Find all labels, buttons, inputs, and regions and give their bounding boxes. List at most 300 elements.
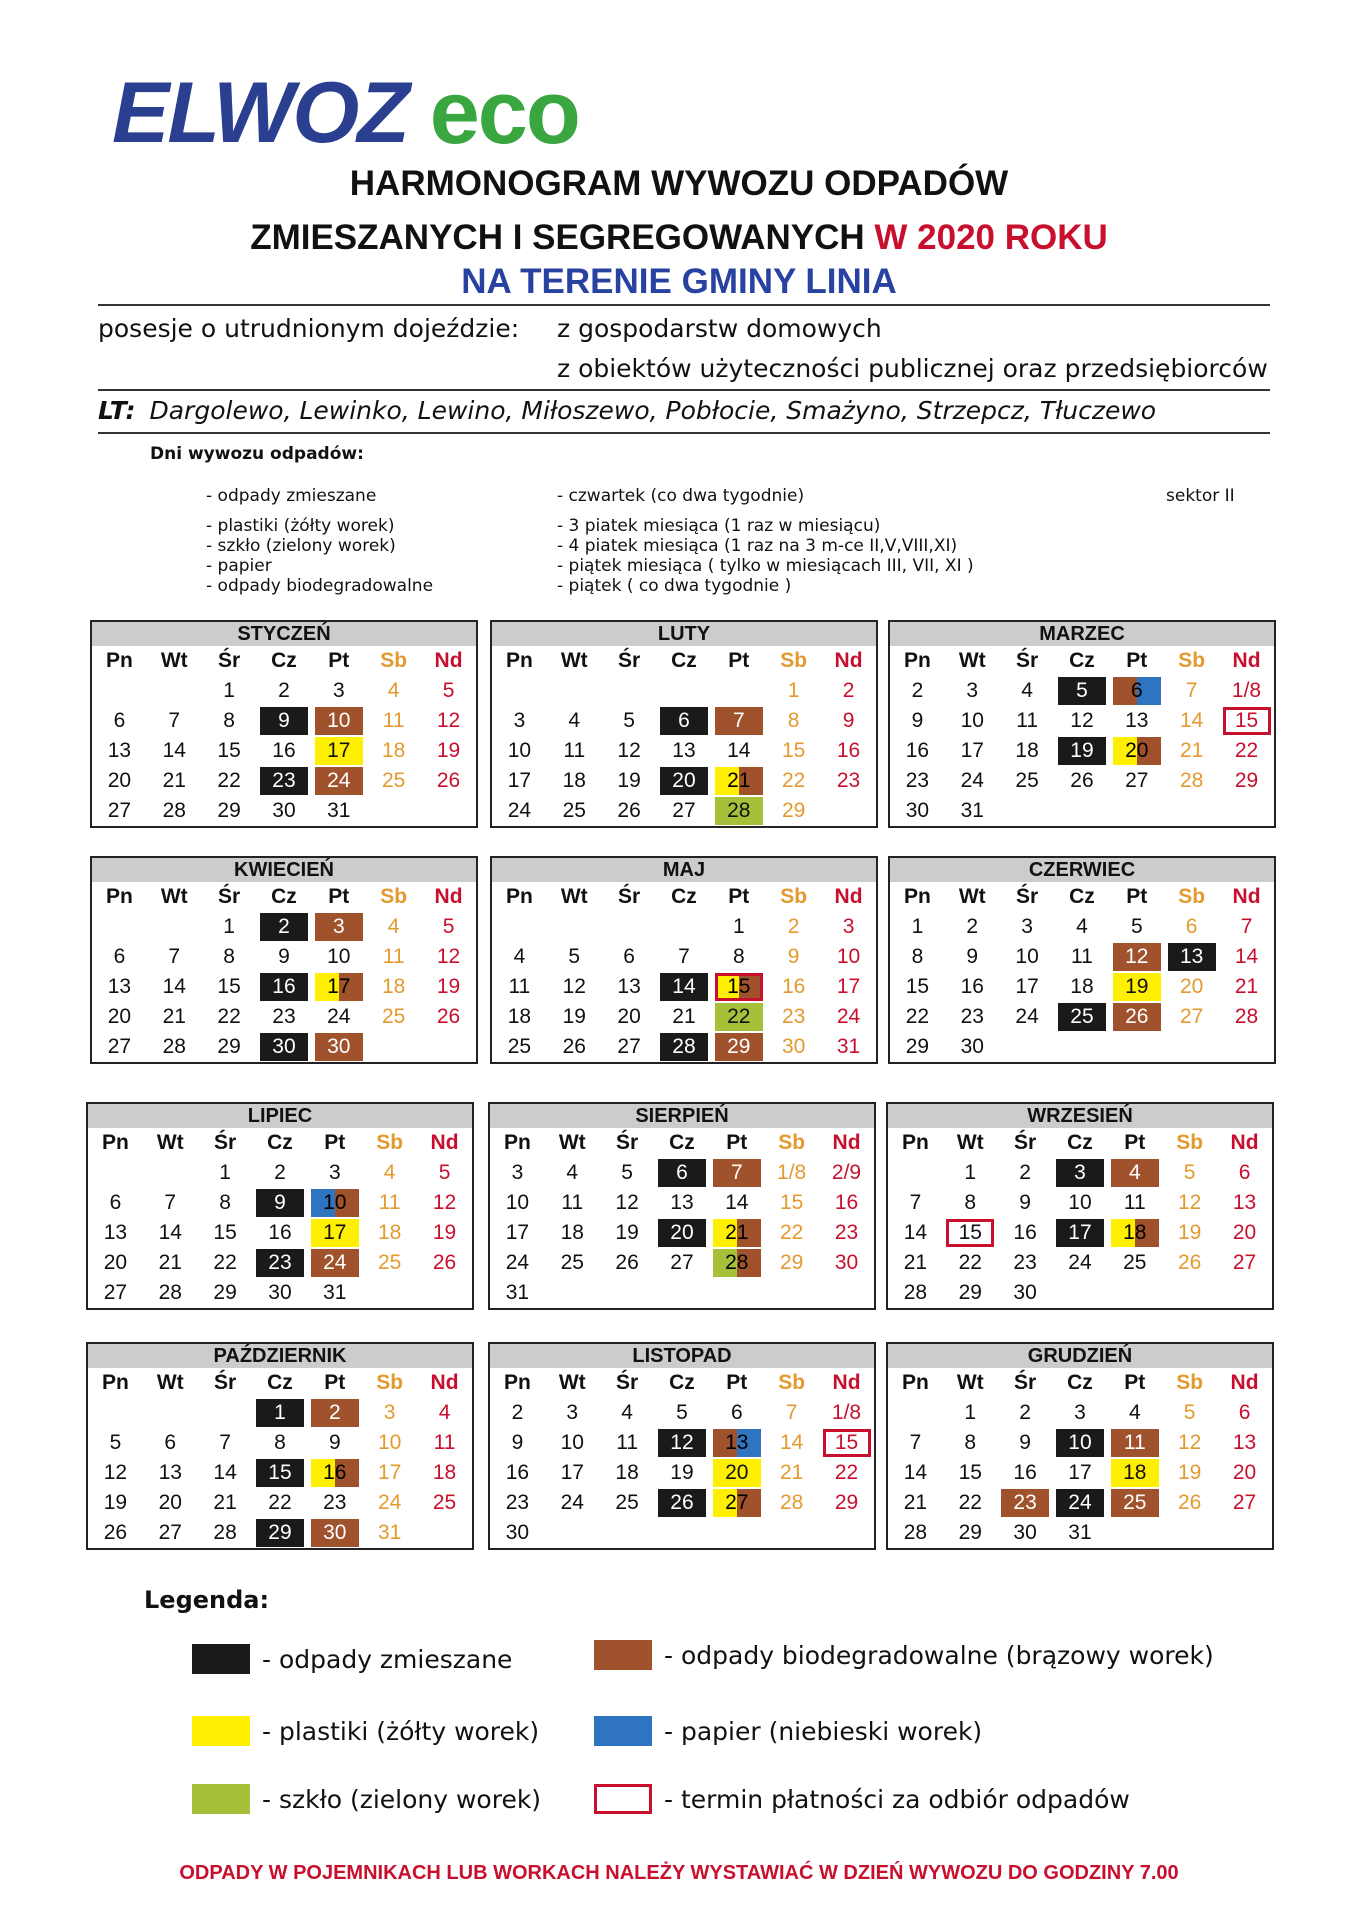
day-cell — [1109, 676, 1164, 706]
month-calendar — [888, 856, 1276, 1064]
title-line1: HARMONOGRAM WYWOZU ODPADÓW — [349, 164, 1009, 203]
day-cell — [709, 1488, 764, 1518]
day-cell: 10 — [1068, 1191, 1092, 1214]
day-cell — [147, 912, 202, 942]
highlighted-day: 7 — [715, 707, 763, 735]
day-cell — [1107, 1158, 1162, 1188]
day-cell: 16 — [834, 1191, 859, 1214]
swatch-blue — [594, 1716, 652, 1746]
day-cell — [307, 1248, 362, 1278]
day-cell: 7 — [785, 1401, 798, 1424]
legend-paper-label: - papier (niebieski worek) — [664, 1716, 983, 1746]
weekday-header: Cz — [271, 885, 297, 908]
day-cell — [366, 796, 421, 826]
weekday-header: Pt — [324, 1371, 346, 1394]
day-cell: 30 — [268, 1281, 292, 1304]
day-cell: 2 — [911, 679, 924, 702]
day-cell: 7 — [1185, 679, 1198, 702]
day-cell — [1109, 736, 1164, 766]
day-cell — [821, 796, 876, 826]
day-cell: 22 — [217, 769, 241, 792]
day-cell: 22 — [213, 1251, 237, 1274]
day-cell — [602, 676, 657, 706]
day-cell — [1107, 1518, 1162, 1548]
day-cell: 21 — [779, 1461, 804, 1484]
weekday-header: Pt — [728, 885, 750, 908]
weekday-header: Sb — [778, 1131, 806, 1154]
day-cell: 26 — [562, 1035, 586, 1058]
posesje-source-2: z obiektów użyteczności publicznej oraz przedsiębiorców — [557, 354, 1268, 383]
day-cell: 25 — [1015, 769, 1039, 792]
month-calendar — [86, 1342, 474, 1550]
waste-types — [206, 486, 433, 596]
day-cell: 24 — [1015, 1005, 1039, 1028]
day-cell: 1/8 — [777, 1161, 807, 1184]
weekday-header: Pn — [106, 885, 133, 908]
weekday-header: Cz — [1067, 1131, 1093, 1154]
day-cell: 4 — [1128, 1401, 1141, 1424]
split-day: 27 — [713, 1489, 761, 1517]
day-cell: 17 — [560, 1461, 584, 1484]
day-cell: 5 — [442, 915, 455, 938]
day-cell: 2 — [274, 1161, 286, 1184]
month-name: STYCZEŃ — [92, 620, 476, 646]
month-name: SIERPIEŃ — [490, 1102, 874, 1128]
day-cell: 3 — [511, 1161, 524, 1184]
day-cell: 29 — [905, 1035, 930, 1058]
split-day: 18 — [1111, 1219, 1159, 1247]
weekday-header: Nd — [434, 885, 463, 908]
legend-payment-label: - termin płatności za odbiór odpadów — [664, 1784, 1130, 1814]
day-cell: 12 — [1177, 1431, 1202, 1454]
highlighted-day: 17 — [1056, 1219, 1104, 1247]
legend-glass-label: - szkło (zielony worek) — [262, 1784, 542, 1814]
day-cell: 7 — [164, 1191, 177, 1214]
day-cell — [143, 1158, 198, 1188]
day-cell — [307, 1398, 362, 1428]
day-cell — [366, 1032, 421, 1062]
day-cell — [307, 1188, 362, 1218]
day-cell: 23 — [505, 1491, 530, 1514]
day-cell — [1164, 796, 1219, 826]
highlighted-day: 6 — [658, 1159, 706, 1187]
day-cell — [1055, 796, 1110, 826]
day-cell: 27 — [617, 1035, 641, 1058]
swatch-brown — [594, 1640, 652, 1670]
day-cell: 9 — [278, 945, 290, 968]
day-cell: 14 — [903, 1461, 928, 1484]
day-cell — [92, 676, 147, 706]
day-cell — [1107, 1428, 1162, 1458]
day-cell: 2/9 — [831, 1161, 862, 1184]
day-cell: 30 — [834, 1251, 859, 1274]
highlighted-day: 13 — [1168, 943, 1216, 971]
day-cell: 16 — [272, 739, 296, 762]
day-cell: 14 — [727, 739, 751, 762]
weekday-header: Śr — [616, 1371, 639, 1394]
split-day: 20 — [1113, 737, 1161, 765]
day-cell: 16 — [505, 1461, 530, 1484]
day-cell: 2 — [511, 1401, 524, 1424]
weekday-header: Cz — [267, 1131, 293, 1154]
day-cell: 1 — [219, 1161, 231, 1184]
day-cell: 3 — [566, 1401, 579, 1424]
day-cell: 29 — [958, 1521, 982, 1544]
day-cell — [1219, 706, 1274, 736]
weekday-header: Wt — [558, 1131, 586, 1154]
day-cell — [655, 1158, 710, 1188]
day-cell: 5 — [568, 945, 581, 968]
day-cell: 16 — [268, 1221, 292, 1244]
day-cell: 12 — [562, 975, 586, 998]
day-cell: 18 — [381, 975, 406, 998]
day-cell: 29 — [217, 1035, 241, 1058]
highlighted-day: 26 — [1113, 1003, 1161, 1031]
highlighted-day: 11 — [1111, 1429, 1159, 1457]
day-cell: 17 — [505, 1221, 530, 1244]
day-cell: 2 — [842, 679, 855, 702]
legend-mixed — [192, 1644, 512, 1674]
weekday-header: Cz — [671, 649, 697, 672]
divider — [98, 432, 1270, 434]
day-cell: 25 — [381, 769, 406, 792]
weekday-header: Cz — [669, 1131, 695, 1154]
day-cell: 1 — [787, 679, 800, 702]
day-cell: 16 — [1013, 1221, 1037, 1244]
split-day: 28 — [713, 1249, 761, 1277]
day-cell: 9 — [511, 1431, 524, 1454]
weekday-header: Pt — [1126, 885, 1148, 908]
month-name: PAŹDZIERNIK — [88, 1342, 472, 1368]
month-name: MAJ — [492, 856, 876, 882]
day-cell: 4 — [438, 1401, 451, 1424]
day-cell: 23 — [905, 769, 930, 792]
day-cell: 4 — [513, 945, 526, 968]
month-name: WRZESIEŃ — [888, 1102, 1272, 1128]
day-cell: 21 — [162, 769, 186, 792]
month-calendar — [488, 1342, 876, 1550]
day-cell: 2 — [966, 915, 979, 938]
day-cell: 9 — [1019, 1191, 1031, 1214]
day-cell: 10 — [836, 945, 861, 968]
highlighted-day: 23 — [260, 767, 308, 795]
highlighted-day: 20 — [660, 767, 708, 795]
weekday-header: Wt — [958, 649, 986, 672]
day-cell: 7 — [909, 1191, 922, 1214]
day-cell: 8 — [274, 1431, 286, 1454]
day-cell — [1109, 1032, 1164, 1062]
day-cell: 3 — [1074, 1401, 1086, 1424]
day-cell: 4 — [383, 1161, 396, 1184]
day-cell: 3 — [513, 709, 526, 732]
day-cell: 6 — [1238, 1401, 1251, 1424]
weekday-header: Śr — [1014, 1131, 1037, 1154]
day-cell: 10 — [960, 709, 984, 732]
month-calendar — [90, 856, 478, 1064]
day-cell — [311, 972, 366, 1002]
day-cell — [709, 1458, 764, 1488]
month-calendar — [490, 856, 878, 1064]
legend-mixed-label: - odpady zmieszane — [262, 1644, 513, 1674]
day-cell: 8 — [911, 945, 924, 968]
day-cell: 13 — [1125, 709, 1149, 732]
day-cell: 11 — [508, 975, 531, 998]
highlighted-day: 24 — [311, 1249, 359, 1277]
day-cell: 25 — [560, 1251, 584, 1274]
day-cell: 9 — [1019, 1431, 1031, 1454]
weekday-header: Sb — [780, 649, 808, 672]
day-cell — [655, 1218, 710, 1248]
highlighted-day: 10 — [315, 707, 363, 735]
day-cell — [819, 1278, 874, 1308]
day-cell: 17 — [1068, 1461, 1092, 1484]
highlighted-day: 23 — [256, 1249, 304, 1277]
highlighted-day: 24 — [1056, 1489, 1104, 1517]
day-cell — [711, 972, 766, 1002]
day-cell: 27 — [1232, 1251, 1257, 1274]
day-cell: 6 — [623, 945, 635, 968]
weekday-header: Sb — [380, 885, 408, 908]
day-cell: 31 — [1068, 1521, 1092, 1544]
day-cell: 20 — [103, 1251, 128, 1274]
day-cell: 10 — [1015, 945, 1039, 968]
weekday-header: Pt — [1126, 649, 1148, 672]
day-cell — [307, 1218, 362, 1248]
day-cell: 8 — [223, 945, 235, 968]
weekday-header: Pt — [324, 1131, 346, 1154]
legend-paper — [594, 1716, 982, 1746]
highlighted-day: 29 — [715, 1033, 763, 1061]
day-cell: 23 — [781, 1005, 806, 1028]
day-cell — [1164, 942, 1219, 972]
split-day: 10 — [311, 1189, 359, 1217]
day-cell: 24 — [1068, 1251, 1092, 1274]
day-cell: 23 — [960, 1005, 984, 1028]
day-cell: 28 — [158, 1281, 182, 1304]
day-cell: 12 — [615, 1191, 639, 1214]
month-calendar — [886, 1102, 1274, 1310]
day-cell: 17 — [507, 769, 532, 792]
highlighted-day: 18 — [1111, 1459, 1159, 1487]
day-cell — [547, 676, 602, 706]
day-cell: 20 — [617, 1005, 641, 1028]
day-cell — [253, 1248, 308, 1278]
day-cell: 11 — [616, 1431, 639, 1454]
weekday-header: Wt — [560, 885, 588, 908]
day-cell: 24 — [560, 1491, 584, 1514]
day-cell: 1 — [223, 915, 235, 938]
day-cell: 8 — [787, 709, 800, 732]
day-cell: 28 — [213, 1521, 237, 1544]
weekday-header: Śr — [218, 649, 241, 672]
day-cell: 1 — [223, 679, 235, 702]
day-cell — [545, 1278, 600, 1308]
day-cell: 19 — [670, 1461, 694, 1484]
title-line3: NA TERENIE GMINY LINIA — [461, 262, 897, 301]
day-cell: 24 — [836, 1005, 861, 1028]
day-cell: 5 — [676, 1401, 688, 1424]
day-cell: 27 — [670, 1251, 694, 1274]
day-cell — [311, 912, 366, 942]
highlighted-day: 19 — [1113, 973, 1161, 1001]
split-day: 13 — [713, 1429, 761, 1457]
day-cell: 14 — [1234, 945, 1259, 968]
day-cell: 2 — [787, 915, 800, 938]
day-cell: 30 — [272, 799, 296, 822]
day-cell — [311, 706, 366, 736]
day-cell — [764, 1278, 819, 1308]
day-cell — [1109, 972, 1164, 1002]
day-cell: 30 — [781, 1035, 806, 1058]
weekday-header: Wt — [956, 1131, 984, 1154]
day-cell — [545, 1518, 600, 1548]
day-cell: 27 — [103, 1281, 128, 1304]
day-cell: 19 — [432, 1221, 457, 1244]
day-cell — [307, 1518, 362, 1548]
day-cell — [257, 1032, 312, 1062]
day-cell: 13 — [1232, 1431, 1257, 1454]
day-cell: 25 — [562, 799, 586, 822]
day-cell: 1/8 — [1231, 679, 1262, 702]
highlighted-day: 30 — [315, 1033, 363, 1061]
waste-type: - odpady biodegradowalne — [206, 576, 434, 596]
month-name: GRUDZIEŃ — [888, 1342, 1272, 1368]
day-cell: 22 — [905, 1005, 930, 1028]
day-cell: 28 — [162, 799, 186, 822]
title-line2-b: W 2020 ROKU — [874, 218, 1108, 257]
day-cell: 9 — [911, 709, 924, 732]
day-cell: 21 — [903, 1251, 928, 1274]
day-cell: 5 — [438, 1161, 451, 1184]
day-cell: 18 — [1015, 739, 1039, 762]
day-cell: 3 — [842, 915, 855, 938]
day-cell: 30 — [505, 1521, 530, 1544]
day-cell: 9 — [328, 1431, 341, 1454]
day-cell: 25 — [377, 1251, 402, 1274]
weekday-header: Pn — [504, 1371, 531, 1394]
day-cell: 12 — [436, 709, 461, 732]
day-cell: 22 — [781, 769, 806, 792]
day-cell: 14 — [162, 975, 186, 998]
day-cell: 19 — [617, 769, 641, 792]
day-cell: 14 — [213, 1461, 237, 1484]
day-cell: 12 — [436, 945, 461, 968]
highlighted-day: 17 — [315, 737, 363, 765]
day-cell: 13 — [107, 739, 132, 762]
day-cell: 14 — [903, 1221, 928, 1244]
swatch-yellow — [192, 1716, 250, 1746]
waste-type: - papier — [206, 556, 272, 576]
day-cell: 17 — [960, 739, 984, 762]
highlighted-day: 26 — [658, 1489, 706, 1517]
day-cell — [1219, 796, 1274, 826]
swatch-black — [192, 1644, 250, 1674]
day-cell: 18 — [560, 1221, 584, 1244]
highlighted-day: 4 — [1111, 1159, 1159, 1187]
day-cell — [547, 912, 602, 942]
day-cell — [1055, 736, 1110, 766]
day-cell: 19 — [436, 975, 461, 998]
day-cell: 24 — [505, 1251, 530, 1274]
day-cell: 16 — [781, 975, 806, 998]
day-cell: 13 — [158, 1461, 182, 1484]
day-cell: 18 — [432, 1461, 457, 1484]
legend-glass — [192, 1784, 541, 1814]
day-cell: 15 — [905, 975, 930, 998]
day-cell — [655, 1428, 710, 1458]
weekday-header: Pt — [328, 649, 350, 672]
day-cell: 9 — [787, 945, 800, 968]
waste-type: - szkło (zielony worek) — [206, 536, 396, 556]
weekday-header: Sb — [1176, 1131, 1204, 1154]
day-cell: 26 — [615, 1251, 639, 1274]
day-cell: 5 — [1130, 915, 1143, 938]
day-cell: 18 — [615, 1461, 639, 1484]
day-cell: 11 — [378, 1191, 401, 1214]
weekday-header: Cz — [669, 1371, 695, 1394]
day-cell: 28 — [903, 1521, 928, 1544]
day-cell: 1/8 — [831, 1401, 862, 1424]
weekday-header: Wt — [560, 649, 588, 672]
day-cell: 2 — [1019, 1401, 1031, 1424]
split-day: 16 — [311, 1459, 359, 1487]
day-cell: 28 — [1179, 769, 1204, 792]
day-cell — [257, 766, 312, 796]
day-cell — [888, 1158, 943, 1188]
weekday-header: Nd — [1230, 1371, 1259, 1394]
day-cell — [92, 912, 147, 942]
weekday-header: Pn — [902, 1131, 929, 1154]
day-cell: 6 — [113, 709, 126, 732]
day-cell: 22 — [958, 1491, 982, 1514]
day-cell: 6 — [113, 945, 126, 968]
waste-day: - piątek miesiąca ( tylko w miesiącach III, VII, XI ) — [557, 556, 974, 576]
day-cell — [253, 1398, 308, 1428]
waste-day: - piątek ( co dwa tygodnie ) — [557, 576, 792, 596]
weekday-header: Nd — [1230, 1131, 1259, 1154]
day-cell — [1055, 1002, 1110, 1032]
weekday-header: Pt — [1124, 1371, 1146, 1394]
highlighted-day: 15 — [946, 1219, 994, 1247]
day-cell — [307, 1458, 362, 1488]
day-cell: 1 — [964, 1161, 977, 1184]
day-cell: 10 — [560, 1431, 584, 1454]
waste-day: - czwartek (co dwa tygodnie) — [557, 486, 805, 506]
day-cell: 18 — [507, 1005, 532, 1028]
month-name: CZERWIEC — [890, 856, 1274, 882]
day-cell: 11 — [382, 945, 405, 968]
day-cell: 20 — [1232, 1461, 1257, 1484]
month-calendar — [90, 620, 478, 828]
highlighted-day: 9 — [260, 707, 308, 735]
day-cell: 1 — [964, 1401, 977, 1424]
day-cell: 8 — [732, 945, 745, 968]
weekday-header: Sb — [1178, 885, 1206, 908]
title-line2-a: ZMIESZANYCH I SEGREGOWANYCH — [250, 218, 875, 257]
day-cell: 26 — [432, 1251, 457, 1274]
highlighted-day: 20 — [658, 1219, 706, 1247]
day-cell — [655, 1518, 710, 1548]
weekday-header: Nd — [832, 1371, 861, 1394]
highlighted-day: 25 — [1111, 1489, 1159, 1517]
day-cell: 5 — [1183, 1401, 1196, 1424]
day-cell: 20 — [107, 769, 132, 792]
day-cell: 29 — [1234, 769, 1259, 792]
day-cell: 16 — [836, 739, 861, 762]
highlighted-day: 12 — [658, 1429, 706, 1457]
day-cell — [657, 912, 712, 942]
day-cell — [1217, 1278, 1272, 1308]
